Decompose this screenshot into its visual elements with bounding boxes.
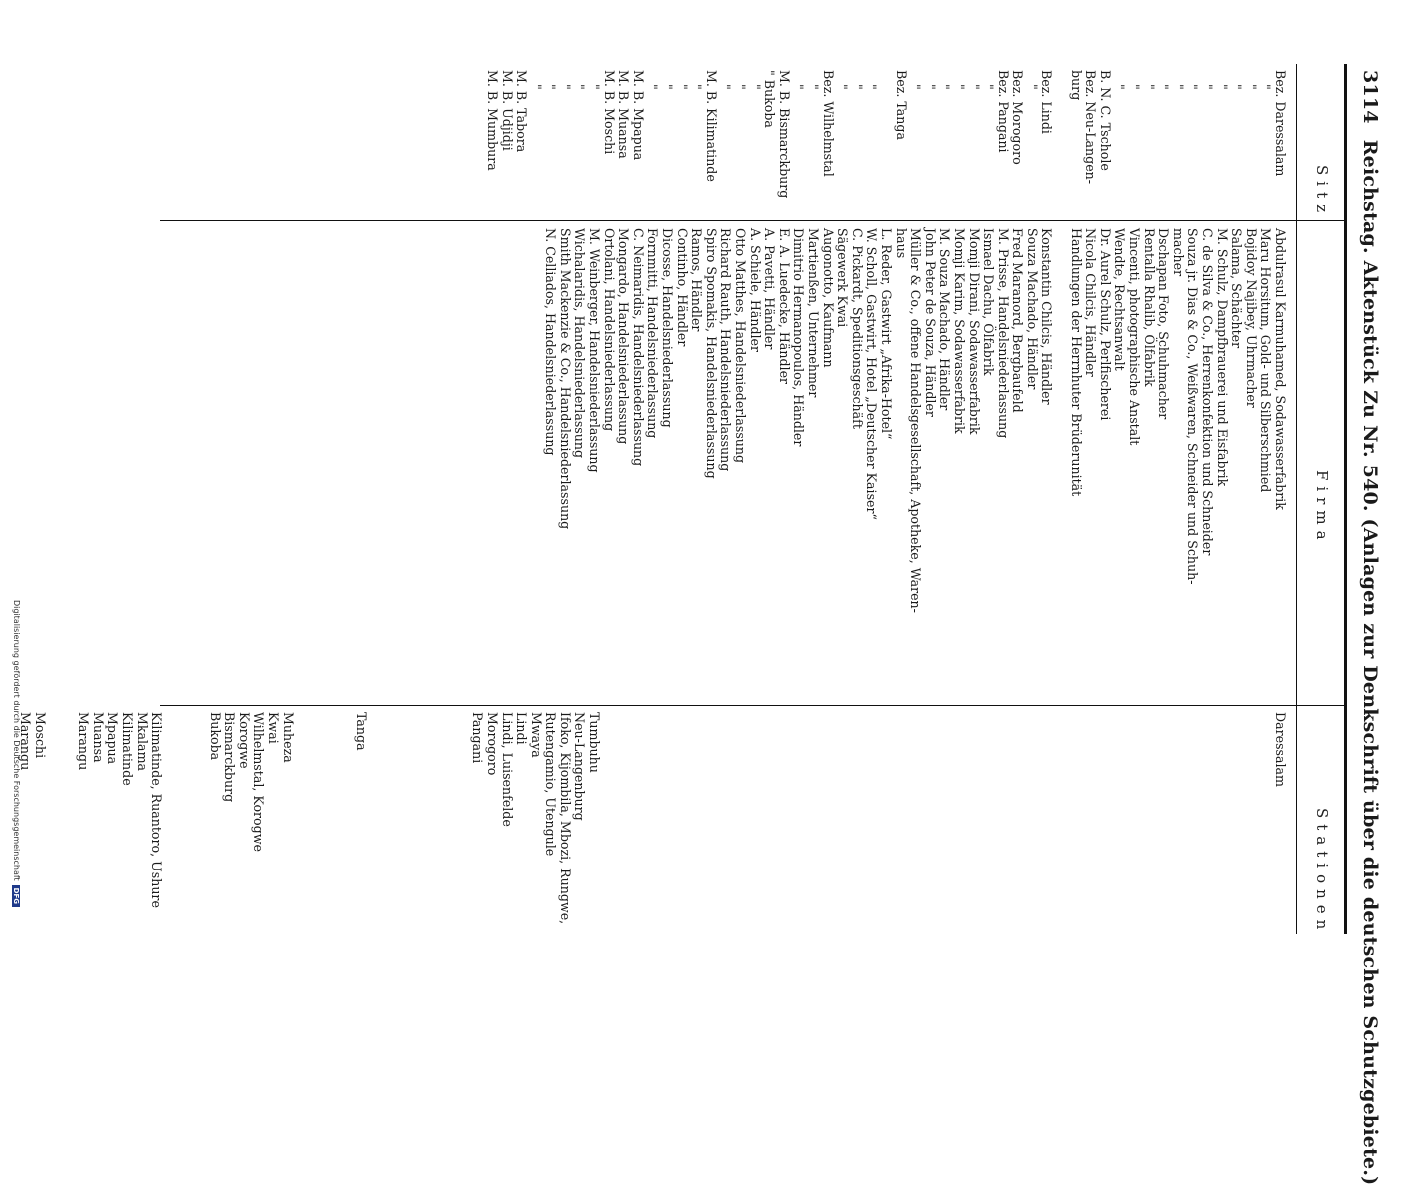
- firma-row: M. Prisse, Handelsniederlassung: [995, 228, 1011, 439]
- firma-row: M. Souza Machado, Händler: [937, 228, 953, 411]
- sitz-row: ": [849, 84, 865, 90]
- sitz-row: Bez. Wilhelmstal: [820, 70, 836, 177]
- stationen-row: [324, 712, 339, 927]
- firma-row: Richard Rauth, Handelsniederlassung: [718, 228, 734, 472]
- firma-row: Augonotto, Kaufmann: [820, 228, 836, 368]
- firma-row: Ismael Dachu, Ölfabrik: [981, 228, 997, 376]
- stationen-row: [1141, 712, 1156, 927]
- sitz-column: [484, 70, 1287, 215]
- firma-row: Ortolani, Handelsniederlassung: [601, 228, 617, 432]
- sitz-row: ": [922, 84, 938, 90]
- firma-row: C. de Silva & Co., Herrenkonfektion und Schneider: [1200, 228, 1216, 556]
- page-header: [1359, 70, 1381, 1185]
- sitz-row: ": [966, 84, 982, 90]
- sitz-row: ": [1024, 84, 1040, 90]
- sitz-row: ": [689, 84, 705, 90]
- stationen-row: Tanga: [353, 712, 369, 751]
- stationen-row: [616, 712, 631, 927]
- page-title: Reichstag. Aktenstück Zu Nr. 540. (Anlagen zur Denkschrift über die deutschen Schutzgebiete.): [1359, 139, 1381, 1185]
- stationen-row: [0, 712, 3, 927]
- stationen-row: Muheza: [280, 712, 296, 763]
- firma-row: Momji Karim, Sodawasserfabrik: [951, 228, 967, 434]
- sitz-row: Bez. Lindi: [1039, 70, 1055, 134]
- firma-row: C. Pickardt, Speditionsgeschäft: [849, 228, 865, 429]
- stationen-row: [762, 712, 777, 927]
- stationen-row: Morogoro: [484, 712, 500, 776]
- sitz-row: ": [1127, 84, 1143, 90]
- stationen-row: [805, 712, 820, 927]
- firma-row: A. Pavetti, Händler: [762, 228, 778, 350]
- sitz-row: " Bukoba: [762, 70, 778, 128]
- stationen-row: Pangani: [470, 712, 486, 764]
- firma-row: Rentalla Rhalib, Ölfabrik: [1141, 228, 1157, 387]
- stationen-row: [163, 712, 178, 927]
- stationen-row: [1024, 712, 1039, 927]
- sitz-row: ": [937, 84, 953, 90]
- firma-row: W. Scholl, Gastwirt, Hotel „Deutscher Kaiser“: [864, 228, 880, 520]
- stationen-row: [878, 712, 893, 927]
- stationen-row: [689, 712, 704, 927]
- sitz-row: ": [1258, 84, 1274, 90]
- sitz-row: ": [908, 84, 924, 90]
- firma-column: [543, 228, 1287, 698]
- sitz-row: M. B. Mpapua: [630, 70, 646, 161]
- stationen-row: Rutengamio, Utengule: [543, 712, 559, 857]
- firma-row: Martienßen, Unternehmer: [806, 228, 821, 398]
- firma-row: Fornmitti, Handelsniederlassung: [645, 228, 661, 439]
- firma-row: Konstantin Chilcis, Händler: [1039, 228, 1055, 405]
- stationen-row: [776, 712, 791, 927]
- firma-row: Smith Mackenzie & Co., Handelsniederlassung: [557, 228, 573, 530]
- stationen-row: [295, 712, 310, 927]
- firma-row: Maru Horsitum, Gold- und Silberschmied: [1258, 228, 1274, 493]
- sitz-row: [878, 70, 893, 215]
- stationen-row: Mwaya: [528, 712, 544, 758]
- stationen-row: Lindi, Luisenfelde: [499, 712, 515, 827]
- sitz-row: ": [747, 84, 763, 90]
- sitz-row: ": [806, 84, 821, 90]
- stationen-row: [1170, 712, 1185, 927]
- firma-row: A. Schiele, Händler: [747, 228, 763, 353]
- column-divider-1: [160, 220, 1345, 221]
- stationen-row: [47, 712, 62, 927]
- stationen-row: Wilhelmstal, Korogwe: [251, 712, 267, 852]
- firma-row: Wichalaridis, Handelsniederlassung: [572, 228, 588, 459]
- stationen-row: [630, 712, 645, 927]
- firma-row: Dschapan Foto, Schuhmacher: [1156, 228, 1172, 420]
- sitz-row: ": [1243, 84, 1259, 90]
- stationen-row: [791, 712, 806, 927]
- dfg-logo: DFG: [12, 885, 20, 907]
- firma-row: Mongardo, Handelsniederlassung: [616, 228, 632, 445]
- firma-row: Vincenti, photographische Anstalt: [1127, 228, 1143, 446]
- sitz-row: ": [572, 84, 588, 90]
- sitz-row: M. B. Moschi: [601, 70, 617, 155]
- stationen-row: [922, 712, 937, 927]
- stationen-row: [397, 712, 412, 927]
- stationen-row: [61, 712, 76, 927]
- sitz-row: ": [1229, 84, 1245, 90]
- sitz-row: M. B. Kilimatinde: [703, 70, 719, 182]
- firma-row: Spiro Spomakis, Handelsniederlassung: [703, 228, 719, 479]
- sitz-row: ": [951, 84, 967, 90]
- sitz-row: Bez. Pangani: [995, 70, 1011, 153]
- stationen-row: [835, 712, 850, 927]
- stationen-row: Bismarckburg: [222, 712, 238, 803]
- sitz-row: [1054, 70, 1069, 215]
- stationen-row: Neu-Langenburg: [572, 712, 588, 821]
- stationen-row: [1112, 712, 1127, 927]
- sitz-row: M. B. Muansa: [616, 70, 632, 159]
- sitz-row: ": [543, 84, 559, 90]
- stationen-row: [601, 712, 616, 927]
- sitz-row: ": [557, 84, 573, 90]
- sitz-row: ": [1112, 84, 1128, 90]
- column-header-firma: Firma: [1313, 470, 1331, 546]
- stationen-row: [966, 712, 981, 927]
- sitz-row: Bez. Daressalam: [1273, 70, 1288, 177]
- firma-row: Continho, Händler: [674, 228, 690, 347]
- firma-row: Souza jr. Dias & Co., Weißwaren, Schneider und Schuh-: [1185, 228, 1201, 585]
- stationen-row: [382, 712, 397, 927]
- stationen-row: Marangu: [17, 712, 33, 771]
- stationen-row: [426, 712, 441, 927]
- firma-row: Bojidoy Najibey, Uhrmacher: [1243, 228, 1259, 408]
- stationen-row: [178, 712, 193, 927]
- stationen-row: [1126, 712, 1141, 927]
- firma-row: Souza Machado, Händler: [1024, 228, 1040, 390]
- stationen-row: Kilimatinde, Ruantoro, Ushure: [149, 712, 165, 908]
- stationen-row: Lindi: [514, 712, 530, 745]
- sitz-row: ": [1200, 84, 1216, 90]
- stationen-row: Korogwe: [236, 712, 252, 769]
- sitz-row: burg: [1068, 70, 1084, 101]
- stationen-row: [1258, 712, 1273, 927]
- sitz-row: ": [674, 84, 690, 90]
- firma-row: N. Celliados, Handelsniederlassung: [543, 228, 559, 456]
- sitz-row: ": [660, 84, 676, 90]
- sitz-row: ": [528, 84, 544, 90]
- stationen-row: Ifoko, Kijombila, Mbozi, Rungwe,: [557, 712, 573, 925]
- stationen-row: Mpapua: [105, 712, 121, 765]
- firma-row: Momji Dirani, Sodawasserfabrik: [966, 228, 982, 435]
- sitz-row: ": [835, 84, 851, 90]
- stationen-row: [659, 712, 674, 927]
- column-divider-2: [160, 705, 1345, 706]
- stationen-row: [981, 712, 996, 927]
- stationen-row: [1068, 712, 1083, 927]
- sitz-row: ": [1214, 84, 1230, 90]
- sitz-row: ": [1141, 84, 1157, 90]
- column-header-stationen: Stationen: [1313, 808, 1331, 936]
- stationen-row: [747, 712, 762, 927]
- sitz-row: ": [1185, 84, 1201, 90]
- firma-row: M. Schulz, Dampfbrauerei und Eisfabrik: [1214, 228, 1230, 487]
- firma-row: macher: [1170, 228, 1186, 277]
- stationen-row: [937, 712, 952, 927]
- stationen-row: Kilimatinde: [120, 712, 136, 786]
- stationen-row: [864, 712, 879, 927]
- stationen-row: [338, 712, 353, 927]
- stationen-row: [192, 712, 207, 927]
- sitz-row: ": [1170, 84, 1186, 90]
- sitz-row: ": [981, 84, 997, 90]
- stationen-column: [0, 712, 1287, 927]
- stationen-row: [995, 712, 1010, 927]
- firma-row: L. Reder, Gastwirt „Afrika-Hotel“: [878, 228, 894, 440]
- stationen-row: Muansa: [90, 712, 106, 763]
- stationen-row: [1214, 712, 1229, 927]
- sitz-row: ": [864, 84, 880, 90]
- stationen-row: [1185, 712, 1200, 927]
- column-header-sitz: Sitz: [1313, 165, 1331, 219]
- firma-row: E. A. Luedecke, Händler: [776, 228, 792, 385]
- firma-row: Dicosse, Handelsniederlassung: [660, 228, 676, 428]
- sitz-row: ": [718, 84, 734, 90]
- firma-row: M. Weinberger, Handelsniederlassung: [587, 228, 603, 473]
- header-rule: [1296, 64, 1297, 934]
- stationen-row: [674, 712, 689, 927]
- page-number: 3114: [1359, 70, 1381, 124]
- firma-row: Dimitrio Hermanopoulos, Händler: [791, 228, 807, 447]
- firma-row: Wendte, Rechtsanwalt: [1112, 228, 1128, 371]
- sitz-row: M. B. Mumbura: [484, 70, 500, 171]
- firma-row: Ramos, Händler: [689, 228, 705, 332]
- firma-row: [1054, 228, 1069, 698]
- sitz-row: Bez. Neu-Langen-: [1083, 70, 1099, 185]
- sitz-row: M. B. Tabora: [514, 70, 530, 153]
- firma-row: Fred Maranord, Bergbaufeld: [1010, 228, 1026, 413]
- stationen-row: [951, 712, 966, 927]
- stationen-row: [908, 712, 923, 927]
- sitz-row: ": [791, 84, 807, 90]
- sitz-row: M. B. Bismarckburg: [776, 70, 792, 199]
- stationen-row: [1010, 712, 1025, 927]
- stationen-row: Kwai: [266, 712, 282, 744]
- firma-row: John Peter de Souza, Händler: [922, 228, 938, 417]
- stationen-row: [1229, 712, 1244, 927]
- digitization-footer: [12, 600, 21, 907]
- firma-row: Sägewerk Kwai: [835, 228, 851, 328]
- stationen-row: [1039, 712, 1054, 927]
- sitz-row: M. B. Udjidji: [499, 70, 515, 151]
- stationen-row: [1199, 712, 1214, 927]
- stationen-row: [893, 712, 908, 927]
- stationen-row: [1083, 712, 1098, 927]
- stationen-row: Marangu: [76, 712, 92, 771]
- stationen-row: [441, 712, 456, 927]
- sitz-row: ": [587, 84, 603, 90]
- sitz-row: Bez. Morogoro: [1010, 70, 1026, 165]
- stationen-row: [1243, 712, 1258, 927]
- stationen-row: [718, 712, 733, 927]
- stationen-row: Tumbuhu: [587, 712, 603, 773]
- stationen-row: [703, 712, 718, 927]
- stationen-row: [368, 712, 383, 927]
- stationen-row: [820, 712, 835, 927]
- sitz-row: ": [645, 84, 661, 90]
- stationen-row: Moschi: [32, 712, 48, 759]
- stationen-row: [645, 712, 660, 927]
- stationen-row: [1054, 712, 1069, 927]
- firma-row: Nicola Chilcis, Händler: [1083, 228, 1099, 377]
- firma-row: Salama, Schächter: [1229, 228, 1245, 349]
- sitz-row: ": [733, 84, 749, 90]
- top-rule: [1344, 64, 1347, 934]
- stationen-row: [455, 712, 470, 927]
- sitz-row: Bez. Tanga: [893, 70, 909, 140]
- stationen-row: [1156, 712, 1171, 927]
- stationen-row: [1097, 712, 1112, 927]
- firma-row: Dr. Aurel Schulz, Perlfischerei: [1097, 228, 1113, 421]
- firma-row: Handlungen der Herrnhuter Brüderunität: [1068, 228, 1084, 497]
- stationen-row: [309, 712, 324, 927]
- footer-text: Digitalisierung gefördert durch die Deutsche Forschungsgemeinschaft: [12, 600, 21, 881]
- stationen-row: Bukoba: [207, 712, 223, 761]
- firma-row: Otto Matthes, Handelsniederlassung: [733, 228, 749, 464]
- firma-row: Müller & Co., offene Handelsgesellschaft, Apotheke, Waren-: [908, 228, 924, 613]
- stationen-row: Mkalama: [134, 712, 150, 772]
- firma-row: C. Neimaridis, Handelsniederlassung: [630, 228, 646, 467]
- stationen-row: [411, 712, 426, 927]
- stationen-row: Daressalam: [1273, 712, 1288, 787]
- firma-row: haus: [893, 228, 909, 259]
- stationen-row: [849, 712, 864, 927]
- sitz-row: B. N. C. Tschole: [1097, 70, 1113, 171]
- sitz-row: ": [1156, 84, 1172, 90]
- firma-row: Abdulrasul Karmuhamed, Sodawasserfabrik: [1273, 228, 1288, 510]
- stationen-row: [732, 712, 747, 927]
